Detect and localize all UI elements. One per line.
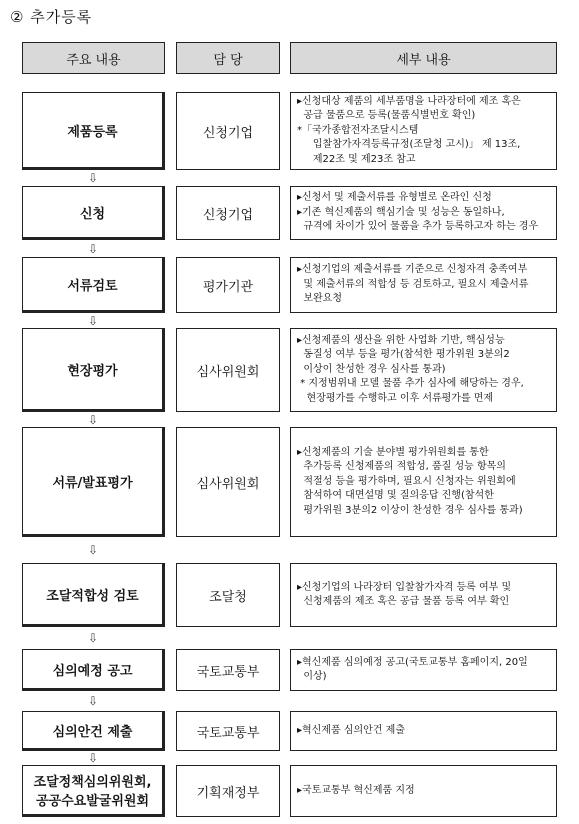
header-details: 세부 내용	[290, 42, 557, 74]
detail-line: ▸혁신제품 심의예정 공고(국토교통부 홈페이지, 20일	[297, 656, 528, 668]
step-name	[22, 427, 165, 537]
step-agency: 심사위원회	[176, 427, 280, 537]
step-agency: 국토교통부	[176, 649, 280, 691]
flow-arrow-icon: ⇩	[87, 631, 99, 645]
step-details	[290, 328, 557, 412]
step-name-line: 현장평가	[67, 363, 118, 379]
step-name	[22, 711, 165, 751]
step-name-line: 심의예정 공고	[52, 663, 133, 679]
detail-line: 현장평가를 수행하고 이후 서류평가를 면제	[297, 392, 494, 404]
section-title: ② 추가등록	[10, 8, 93, 26]
flow-arrow-icon: ⇩	[87, 241, 99, 256]
detail-line: 이상이 찬성한 경우 심사를 통과)	[297, 363, 446, 375]
step-name	[22, 328, 165, 412]
step-agency: 심사위원회	[176, 328, 280, 412]
step-name	[22, 765, 165, 817]
detail-line: ▸신청기업의 제출서류를 기준으로 신청자격 충족여부	[297, 264, 528, 276]
detail-line: 규격에 차이가 있어 물품을 추가 등록하고자 하는 경우	[297, 221, 539, 233]
step-name	[22, 257, 165, 313]
detail-line: ▸혁신제품 심의안건 제출	[297, 724, 405, 736]
detail-line: 평가위원 3분의2 이상이 찬성한 경우 심사를 통과)	[297, 504, 523, 516]
step-agency: 기획재정부	[176, 765, 280, 817]
step-agency: 국토교통부	[176, 711, 280, 751]
step-name	[22, 186, 165, 240]
detail-line: 적절성 등을 평가하며, 필요시 신청자는 위원회에	[297, 475, 516, 487]
detail-line: ▸신청제품의 기술 분야별 평가위원회를 통한	[297, 446, 489, 458]
header-responsible: 담 당	[176, 42, 280, 74]
step-name	[22, 563, 165, 627]
detail-line: ▸신청기업의 나라장터 입찰참가자격 등록 여부 및	[297, 581, 512, 593]
flow-arrow-icon: ⇩	[87, 543, 99, 557]
step-name-line: 제품등록	[67, 124, 118, 140]
flow-arrow-icon: ⇩	[87, 313, 99, 328]
step-name-line: 신청	[79, 206, 106, 222]
detail-line: *「국가종합전자조달시스템	[297, 124, 419, 136]
detail-line: 보완요청	[297, 293, 342, 305]
detail-line: ▸기존 혁신제품의 핵심기술 및 성능은 동일하나,	[297, 206, 505, 218]
flow-arrow-icon: ⇩	[87, 412, 99, 427]
step-name-line: 조달정책심의위원회,	[33, 775, 152, 790]
detail-line: ▸신청대상 제품의 세부품명을 나라장터에 제조 혹은	[297, 95, 521, 107]
flow-arrow-icon: ⇩	[87, 694, 99, 708]
detail-line: 및 제출서류의 적합성 등 검토하고, 필요시 제출서류	[297, 278, 529, 290]
step-details	[290, 765, 557, 817]
detail-line: ▸국토교통부 혁신제품 지정	[297, 784, 415, 796]
detail-line: 동질성 여부 등을 평가(참석한 평가위원 3분의2	[297, 349, 510, 361]
header-main-content: 주요 내용	[22, 42, 165, 74]
step-details	[290, 92, 557, 170]
step-name-line: 서류/발표평가	[52, 475, 133, 491]
detail-line: 추가등록 신청제품의 적합성, 품질 성능 항목의	[297, 461, 506, 473]
step-details	[290, 257, 557, 313]
detail-line: ▸신청제품의 생산을 위한 사업화 기반, 핵심성능	[297, 334, 505, 346]
flow-arrow-icon: ⇩	[87, 171, 99, 185]
flow-arrow-icon: ⇩	[87, 751, 99, 765]
step-details	[290, 649, 557, 691]
step-details	[290, 427, 557, 537]
step-agency: 신청기업	[176, 186, 280, 240]
step-details	[290, 563, 557, 627]
step-name	[22, 92, 165, 170]
step-name-line: 공공수요발굴위원회	[35, 794, 150, 809]
step-name-line: 심의안건 제출	[52, 724, 133, 740]
detail-line: * 지정범위내 모델 물품 추가 심사에 해당하는 경우,	[297, 378, 524, 390]
detail-line: 제22조 및 제23조 참고	[297, 153, 416, 165]
detail-line: 입찰참가자격등록규정(조달청 고시)」 제 13조,	[297, 139, 521, 151]
step-agency: 평가기관	[176, 257, 280, 313]
step-details	[290, 711, 557, 751]
step-name-line: 서류검토	[67, 278, 118, 294]
detail-line: 신청제품의 제조 혹은 공급 물품 등록 여부 확인	[297, 596, 510, 607]
detail-line: 참석하여 대면설명 및 질의응답 진행(참석한	[297, 490, 494, 502]
detail-line: 이상)	[297, 671, 327, 682]
detail-line: ▸신청서 및 제출서류를 유형별로 온라인 신청	[297, 192, 492, 204]
step-details	[290, 186, 557, 240]
detail-line: 공급 물품으로 등록(물품식별번호 확인)	[297, 110, 476, 122]
step-name-line: 조달적합성 검토	[46, 588, 139, 604]
step-name	[22, 649, 165, 691]
step-agency: 신청기업	[176, 92, 280, 170]
step-agency: 조달청	[176, 563, 280, 627]
